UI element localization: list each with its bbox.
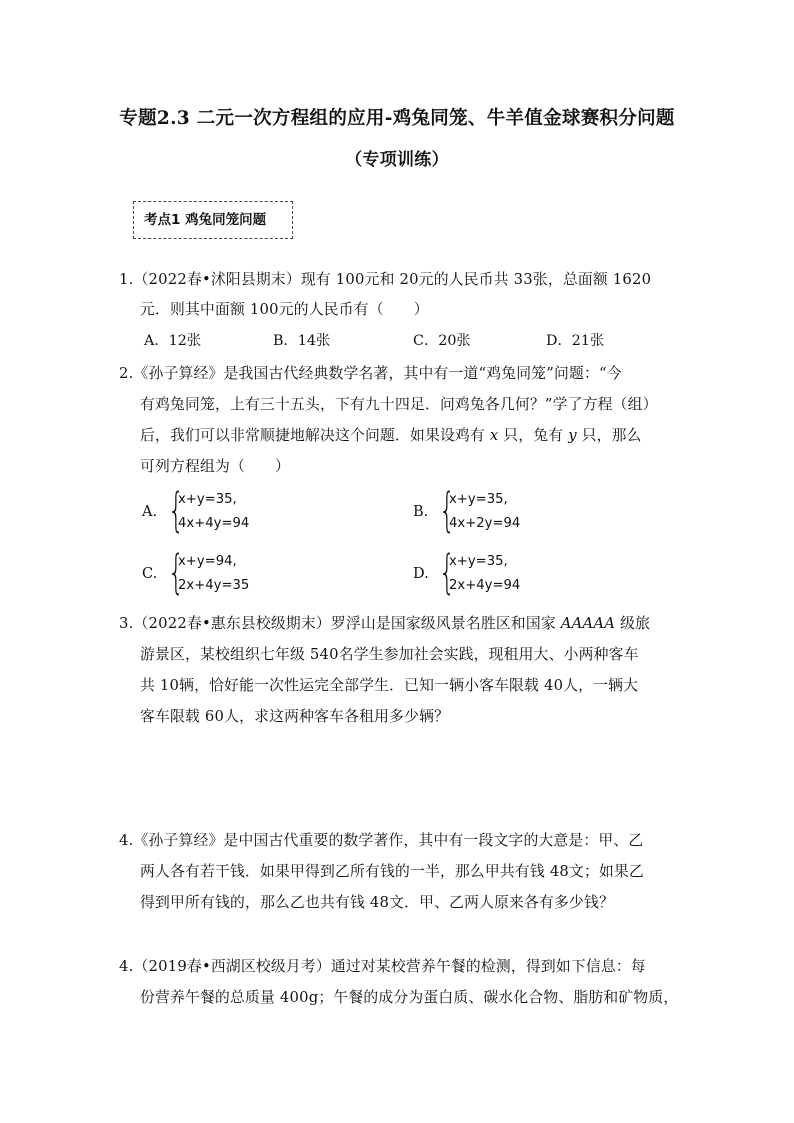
q3-line-4: 客车限载 60人，求这两种客车各租用多少辆？ bbox=[140, 708, 450, 725]
left-brace-icon: { bbox=[168, 483, 185, 537]
equation-2: 4x+4y=94 bbox=[178, 516, 250, 531]
equation-2: 2x+4y=94 bbox=[449, 578, 521, 593]
document-title: 专题2.3 二元一次方程组的应用-鸡兔同笼、牛羊值金球赛积分问题 bbox=[119, 108, 675, 129]
q4-line-1: 4.《孙子算经》是中国古代重要的数学著作，其中有一段文字的大意是：甲、乙 bbox=[119, 832, 644, 849]
q2-line-1: 2.《孙子算经》是我国古代经典数学名著，其中有一道“鸡兔同笼”问题：“今 bbox=[119, 365, 622, 382]
left-brace-icon: { bbox=[168, 545, 185, 599]
q3-line-2: 游景区，某校组织七年级 540名学生参加社会实践，现租用大、小两种客车 bbox=[140, 646, 639, 663]
section-label-box: 考点1 鸡兔同笼问题 bbox=[133, 201, 293, 239]
q1-option-d: D．21张 bbox=[546, 333, 605, 349]
option-label: B. bbox=[413, 504, 429, 520]
q3-line-3: 共 10辆，恰好能一次性运完全部学生．已知一辆小客车限载 40人，一辆大 bbox=[140, 677, 639, 694]
q5-line-1: 4.（2019春•西湖区校级月考）通过对某校营养午餐的检测，得到如下信息：每 bbox=[119, 958, 646, 975]
left-brace-icon: { bbox=[439, 545, 456, 599]
q4-line-2: 两人各有若干钱．如果甲得到乙所有钱的一半，那么甲共有钱 48文；如果乙 bbox=[140, 863, 645, 880]
q1-option-c: C．20张 bbox=[413, 333, 471, 349]
equation-1: x+y=94, bbox=[178, 554, 237, 569]
option-label: D. bbox=[413, 566, 429, 582]
option-label: C. bbox=[142, 566, 158, 582]
equation-1: x+y=35, bbox=[449, 492, 508, 507]
q4-line-3: 得到甲所有钱的，那么乙也共有钱 48文．甲、乙两人原来各有多少钱？ bbox=[140, 894, 615, 911]
q2-line-3-text-a: 后，我们可以非常顺捷地解决这个问题．如果设鸡有 bbox=[140, 427, 490, 444]
q1-line-2: 元．则其中面额 100元的人民币有（ ） bbox=[140, 301, 429, 318]
q2-line-3-text-b: 只，兔有 bbox=[498, 427, 569, 444]
q2-line-3 bbox=[140, 424, 642, 445]
q2-line-2: 有鸡兔同笼，上有三十五头，下有九十四足．问鸡兔各几何？”学了方程（组） bbox=[140, 396, 658, 413]
q5-line-2: 份营养午餐的总质量 400g；午餐的成分为蛋白质、碳水化合物、脂肪和矿物质， bbox=[140, 989, 679, 1006]
left-brace-icon: { bbox=[439, 483, 456, 537]
equation-2: 4x+2y=94 bbox=[449, 516, 521, 531]
q3-line-1 bbox=[119, 612, 650, 633]
document-subtitle: （专项训练） bbox=[345, 150, 449, 170]
equation-2: 2x+4y=35 bbox=[178, 578, 250, 593]
q3-line-1-text-b: 级旅 bbox=[615, 615, 651, 632]
q1-line-1: 1.（2022春•沭阳县期末）现有 100元和 20元的人民币共 33张，总面额 1620 bbox=[119, 271, 652, 288]
variable-x: x bbox=[489, 427, 499, 444]
q2-line-4: 可列方程组为（ ） bbox=[140, 458, 290, 475]
q2-line-3-text-c: 只，那么 bbox=[576, 427, 642, 444]
q3-line-1-text-a: 3.（2022春•惠东县校级期末）罗浮山是国家级风景名胜区和国家 bbox=[119, 615, 561, 632]
equation-1: x+y=35, bbox=[178, 492, 237, 507]
q1-option-a: A．12张 bbox=[144, 333, 202, 349]
q1-option-b: B．14张 bbox=[273, 333, 331, 349]
option-label: A. bbox=[142, 504, 158, 520]
equation-1: x+y=35, bbox=[449, 554, 508, 569]
scenic-grade: AAAAA bbox=[560, 615, 616, 632]
variable-y: y bbox=[568, 427, 577, 444]
